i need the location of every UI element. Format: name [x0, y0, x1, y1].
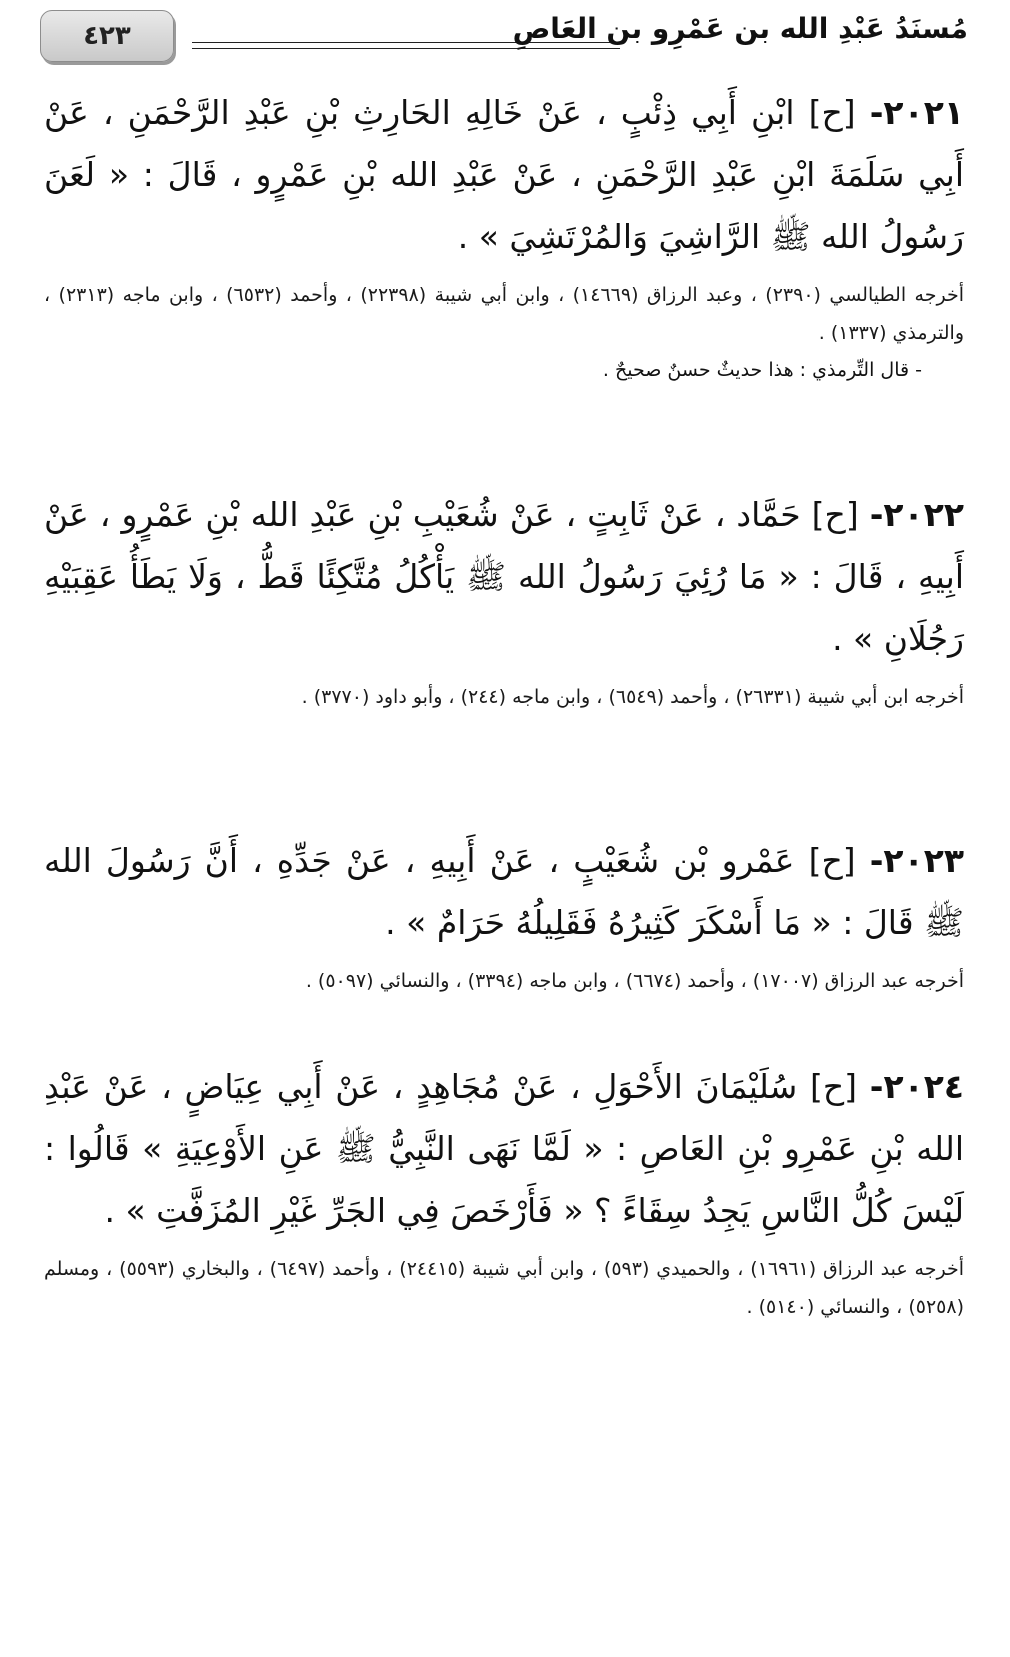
takhrij-note: أخرجه الطيالسي (٢٣٩٠) ، وعبد الرزاق (١٤٦٦٩) ، وابن أبي شيبة (٢٢٣٩٨) ، وأحمد (٦٥٣٢) ، وابن ماجه (٢٣١٣) ، والترمذي (١٣٣٧) .: [44, 284, 964, 344]
hadith-text: [44, 1056, 964, 1242]
hadith-body: [ح] سُلَيْمَانَ الأَحْوَلِ ، عَنْ مُجَاهِدٍ ، عَنْ أَبِي عِيَاضٍ ، عَنْ عَبْدِ الله بْنِ عَمْرِو بْنِ العَاصِ : « لَمَّا نَهَى النَّبِيُّ ﷺ عَنِ الأَوْعِيَةِ » قَالُوا : لَيْسَ كُلُّ النَّاسِ يَجِدُ سِقَاءً ؟ « فَأَرْخَصَ فِي الجَرِّ غَيْرِ المُزَفَّتِ » .: [44, 1067, 964, 1230]
page-number: ٤٢٣: [40, 10, 174, 62]
hadith-number: ٢٠٢٢-: [869, 495, 964, 534]
page-header: [34, 8, 968, 64]
hadith-number: ٢٠٢٣-: [869, 841, 964, 880]
header-rule-double: [192, 48, 620, 49]
hadith-text: [44, 830, 964, 954]
hadith-2024: [44, 1056, 964, 1326]
tirmidhi-remark: - قال التِّرمذي : هذا حديثٌ حسنٌ صحيحٌ .: [602, 359, 922, 381]
hadith-2021: [44, 82, 964, 388]
hadith-body: [ح] ابْنِ أَبِي ذِئْبٍ ، عَنْ خَالِهِ الحَارِثِ بْنِ عَبْدِ الرَّحْمَنِ ، عَنْ أَبِي سَلَمَةَ ابْنِ عَبْدِ الرَّحْمَنِ ، عَنْ عَبْدِ الله بْنِ عَمْرٍو ، قَالَ : « لَعَنَ رَسُولُ الله ﷺ الرَّاشِيَ وَالمُرْتَشِيَ » .: [44, 93, 964, 256]
takhrij-note: أخرجه عبد الرزاق (١٧٠٠٧) ، وأحمد (٦٦٧٤) ، وابن ماجه (٣٣٩٤) ، والنسائي (٥٠٩٧) .: [305, 970, 964, 992]
takhrij-note: أخرجه ابن أبي شيبة (٢٦٣٣١) ، وأحمد (٦٥٤٩) ، وابن ماجه (٢٤٤) ، وأبو داود (٣٧٧٠) .: [301, 686, 964, 708]
hadith-body: [ح] عَمْرو بْن شُعَيْبٍ ، عَنْ أَبِيهِ ، عَنْ جَدِّهِ ، أَنَّ رَسُولَ الله ﷺ قَالَ : « مَا أَسْكَرَ كَثِيرُهُ فَقَلِيلُهُ حَرَامٌ » .: [44, 841, 964, 942]
hadith-text: [44, 82, 964, 268]
hadith-body: [ح] حَمَّاد ، عَنْ ثَابِتٍ ، عَنْ شُعَيْبِ بْنِ عَبْدِ الله بْنِ عَمْرٍو ، عَنْ أَبِيهِ ، قَالَ : « مَا رُئِيَ رَسُولُ الله ﷺ يَأْكُلُ مُتَّكِئًا قَطُّ ، وَلَا يَطَأُ عَقِبَيْهِ رَجُلَانِ » .: [44, 495, 964, 658]
takhrij-note: أخرجه عبد الرزاق (١٦٩٦١) ، والحميدي (٥٩٣) ، وابن أبي شيبة (٢٤٤١٥) ، وأحمد (٦٤٩٧) ، والبخاري (٥٥٩٣) ، ومسلم (٥٢٥٨) ، والنسائي (٥١٤٠) .: [44, 1258, 964, 1318]
hadith-2022: [44, 484, 964, 716]
hadith-number: ٢٠٢٤-: [869, 1067, 965, 1106]
hadith-text: [44, 484, 964, 670]
hadith-number: ٢٠٢١-: [869, 93, 964, 132]
running-title: مُسنَدُ عَبْدِ الله بن عَمْرِو بن العَاصِ: [512, 12, 968, 45]
hadith-2023: [44, 830, 964, 1000]
